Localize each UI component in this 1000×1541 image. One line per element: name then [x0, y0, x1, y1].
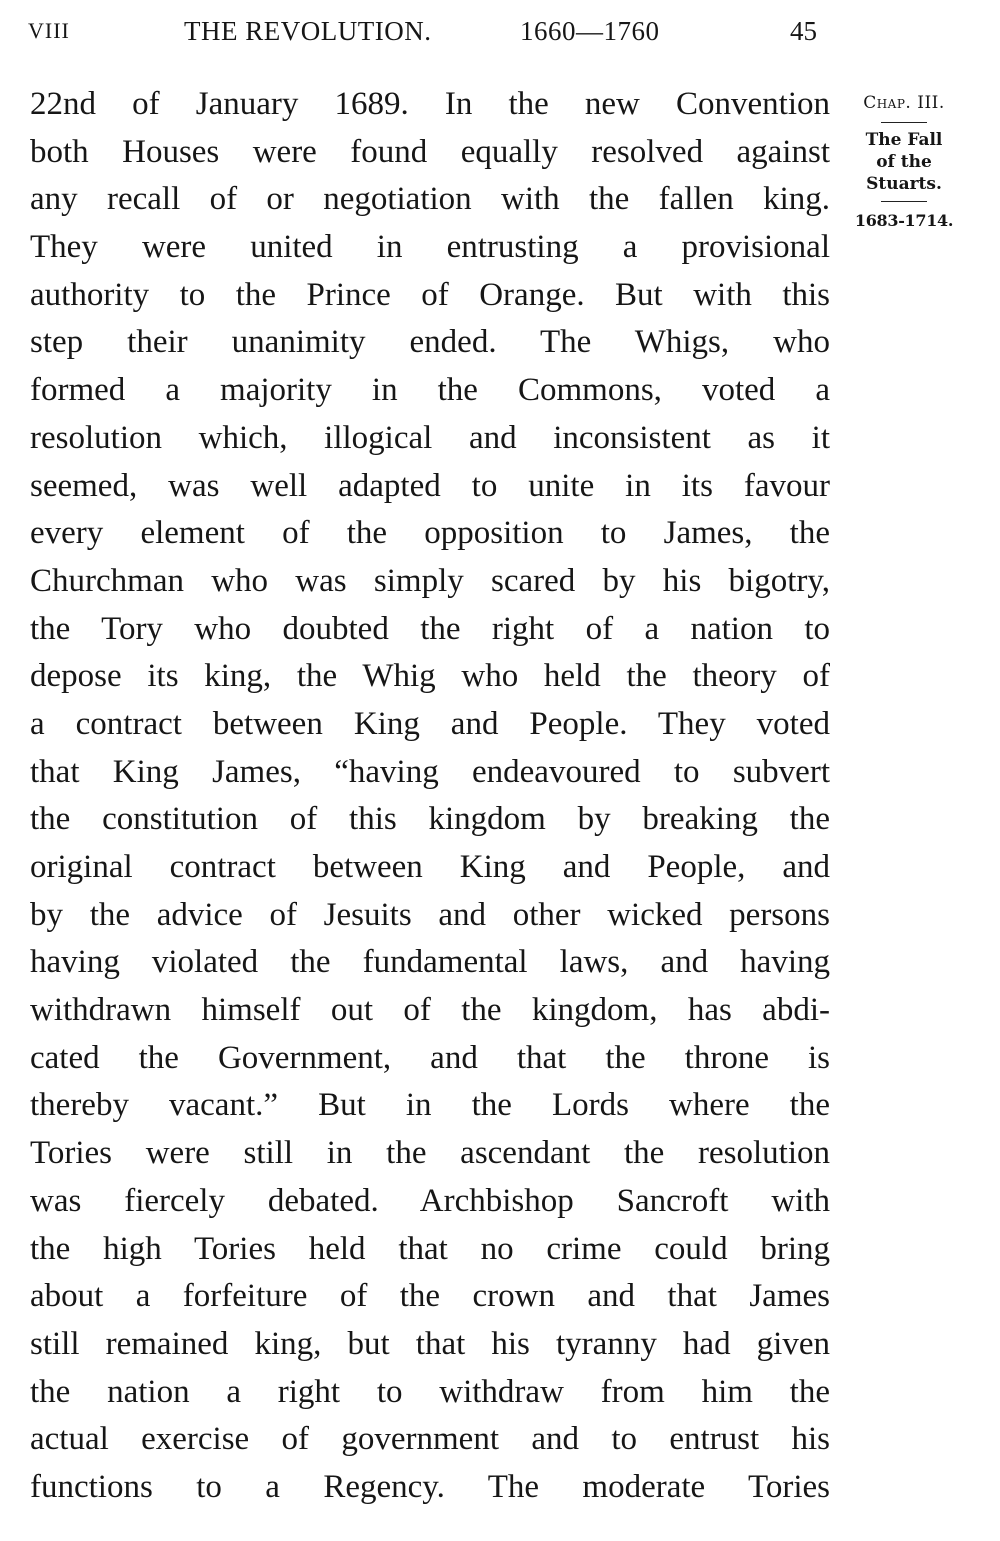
text-line: functions to a Regency. The moderate Tories: [30, 1468, 830, 1505]
text-line: cated the Government, and that the throne is: [30, 1039, 830, 1076]
text-line: both Houses were found equally resolved against: [30, 133, 830, 170]
margin-note-divider: [881, 122, 927, 123]
margin-note-chapter: Chap. III.: [863, 93, 945, 113]
header-title: THE REVOLUTION.: [184, 16, 432, 46]
text-line: seemed, was well adapted to unite in its favour: [30, 467, 830, 504]
text-line: every element of the opposition to James, the: [30, 515, 830, 552]
text-line: the constitution of this kingdom by breaking the: [30, 801, 830, 838]
margin-note: [840, 90, 968, 234]
text-line: actual exercise of government and to entrust his: [30, 1421, 830, 1458]
margin-note-dates: 1683-1714.: [854, 211, 954, 230]
text-line: resolution which, illogical and inconsistent as it: [30, 419, 830, 456]
text-line: 22nd of January 1689. In the new Convention: [30, 86, 830, 122]
body-text: [30, 81, 830, 1512]
text-line: the Tory who doubted the right of a nation to: [30, 610, 830, 647]
text-line: was fiercely debated. Archbishop Sancroft with: [30, 1182, 830, 1219]
running-header: [28, 14, 828, 48]
text-line: the nation a right to withdraw from him the: [30, 1373, 830, 1410]
text-line: withdrawn himself out of the kingdom, has abdi-: [30, 992, 830, 1029]
header-dates: 1660—1760: [520, 16, 660, 46]
header-chapter-numeral: VIII: [28, 18, 70, 43]
text-line: that King James, “having endeavoured to subvert: [30, 753, 830, 790]
text-line: the high Tories held that no crime could bring: [30, 1230, 830, 1267]
text-line: any recall of or negotiation with the fallen king.: [30, 181, 830, 218]
text-line: thereby vacant.” But in the Lords where the: [30, 1087, 830, 1124]
text-line: They were united in entrusting a provisional: [30, 229, 830, 266]
text-line: Churchman who was simply scared by his bigotry,: [30, 562, 830, 599]
text-line: a contract between King and People. They voted: [30, 705, 830, 742]
text-line: by the advice of Jesuits and other wicked persons: [30, 896, 830, 933]
text-line: having violated the fundamental laws, and having: [30, 944, 830, 981]
margin-note-divider: [881, 201, 927, 202]
text-line: Tories were still in the ascendant the resolution: [30, 1135, 830, 1172]
margin-note-subject: The Fall of the Stuarts.: [865, 130, 943, 194]
text-line: step their unanimity ended. The Whigs, who: [30, 324, 830, 361]
text-line: original contract between King and People, and: [30, 849, 830, 885]
text-line: about a forfeiture of the crown and that James: [30, 1278, 830, 1315]
text-line: depose its king, the Whig who held the theory of: [30, 658, 830, 695]
page-number: 45: [790, 16, 817, 46]
text-line: formed a majority in the Commons, voted a: [30, 372, 830, 409]
text-line: authority to the Prince of Orange. But with this: [30, 276, 830, 313]
text-line: still remained king, but that his tyranny had given: [30, 1325, 830, 1362]
